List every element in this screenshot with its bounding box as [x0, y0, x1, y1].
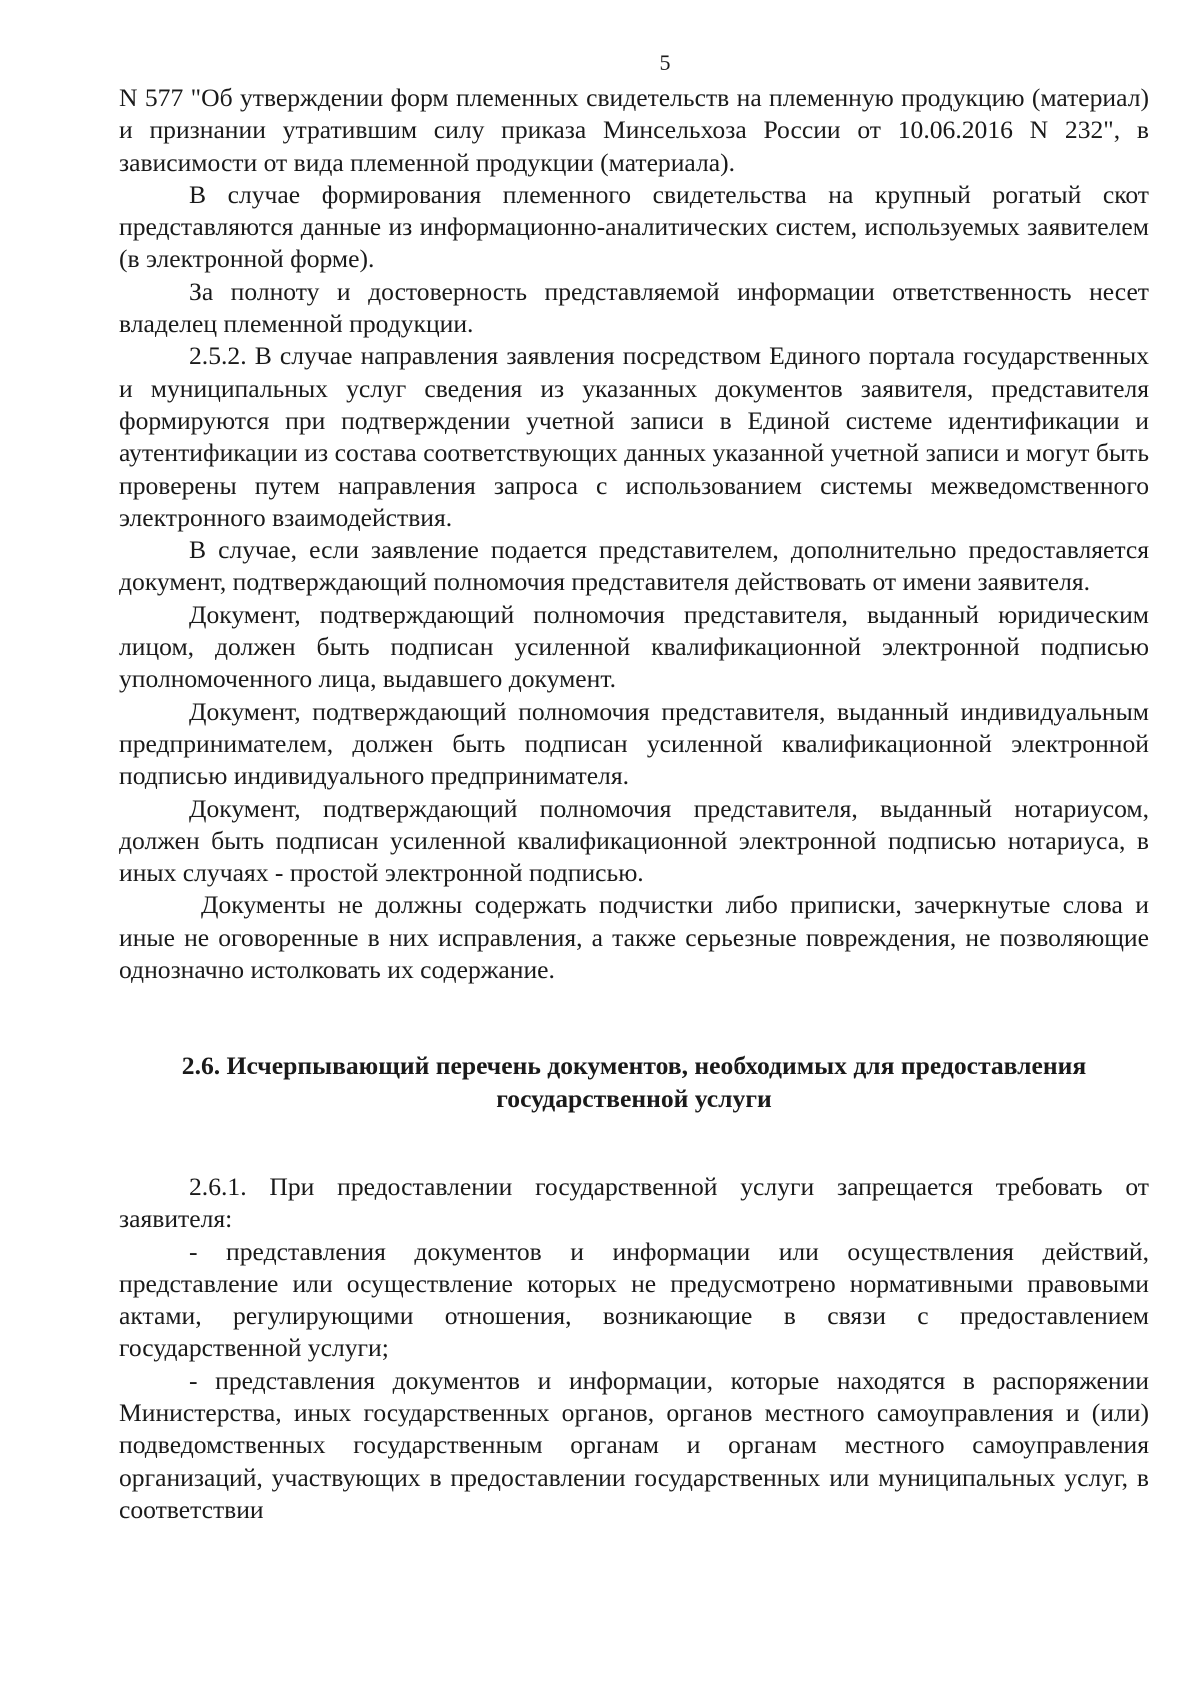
paragraph-legal-entity-document: Документ, подтверждающий полномочия представителя, выданный юридическим лицом, должен быть подписан усиленной квалификационной электронной подписью уполномоченного лица, выдавшего документ.: [119, 599, 1149, 694]
paragraph-2-6-1: 2.6.1. При предоставлении государственной услуги запрещается требовать от заявителя:: [119, 1171, 1149, 1234]
paragraph-representative: В случае, если заявление подается представителем, дополнительно предоставляется документ, подтверждающий полномочия представителя действовать от имени заявителя.: [119, 535, 1149, 597]
paragraph-entrepreneur-document: Документ, подтверждающий полномочия представителя, выданный индивидуальным предпринимателем, должен быть подписан усиленной квалификационной электронной подписью индивидуального предпринимателя.: [119, 696, 1149, 791]
page-number: 5: [659, 50, 671, 75]
list-item-actions: - представления документов и информации или осуществления действий, представление или осуществление которых не предусмотрено нормативными правовыми актами, регулирующими отношения, возникающие в связи с предоставлением государственной услуги;: [119, 1236, 1149, 1363]
list-item-documents: - представления документов и информации, которые находятся в распоряжении Министерства, иных государственных органов, органов местного самоуправления и (или) подведомственных государственным органам и органам местного самоуправления организаций, участвующих в предоставлении государственных или муниципальных услуг, в соответствии: [119, 1365, 1149, 1524]
section-heading-line-1: 2.6. Исчерпывающий перечень документов, необходимых для предоставления: [181, 1051, 1087, 1081]
section-heading-line-2: государственной услуги: [496, 1083, 772, 1113]
paragraph-2-5-2: 2.5.2. В случае направления заявления посредством Единого портала государственных и муниципальных услуг сведения из указанных документов заявителя, представителя формируются при подтверждении учетной записи в Единой системе идентификации и аутентификации из состава соответствующих данных указанной учетной записи и могут быть проверены путем направления запроса с использованием системы межведомственного электронного взаимодействия.: [119, 341, 1149, 532]
paragraph-document-requirements: Документы не должны содержать подчистки либо приписки, зачеркнутые слова и иные не оговоренные в них исправления, а также серьезные повреждения, не позволяющие однозначно истолковать их содержание.: [119, 890, 1149, 985]
paragraph-order-reference: N 577 "Об утверждении форм племенных свидетельств на племенную продукцию (материал) и признании утратившим силу приказа Минсельхоза России от 10.06.2016 N 232", в зависимости от вида племенной продукции (материала).: [119, 83, 1149, 177]
document-page: [119, 50, 1149, 1526]
paragraph-notary-document: Документ, подтверждающий полномочия представителя, выданный нотариусом, должен быть подписан усиленной квалификационной электронной подписью нотариуса, в иных случаях - простой электронной подписью.: [119, 793, 1149, 888]
section-heading: [119, 1050, 1149, 1115]
paragraph-responsibility: За полноту и достоверность представляемой информации ответственность несет владелец племенной продукции.: [119, 276, 1149, 339]
paragraph-cattle-certificate: В случае формирования племенного свидетельства на крупный рогатый скот представляются данные из информационно-аналитических систем, используемых заявителем (в электронной форме).: [119, 179, 1149, 274]
